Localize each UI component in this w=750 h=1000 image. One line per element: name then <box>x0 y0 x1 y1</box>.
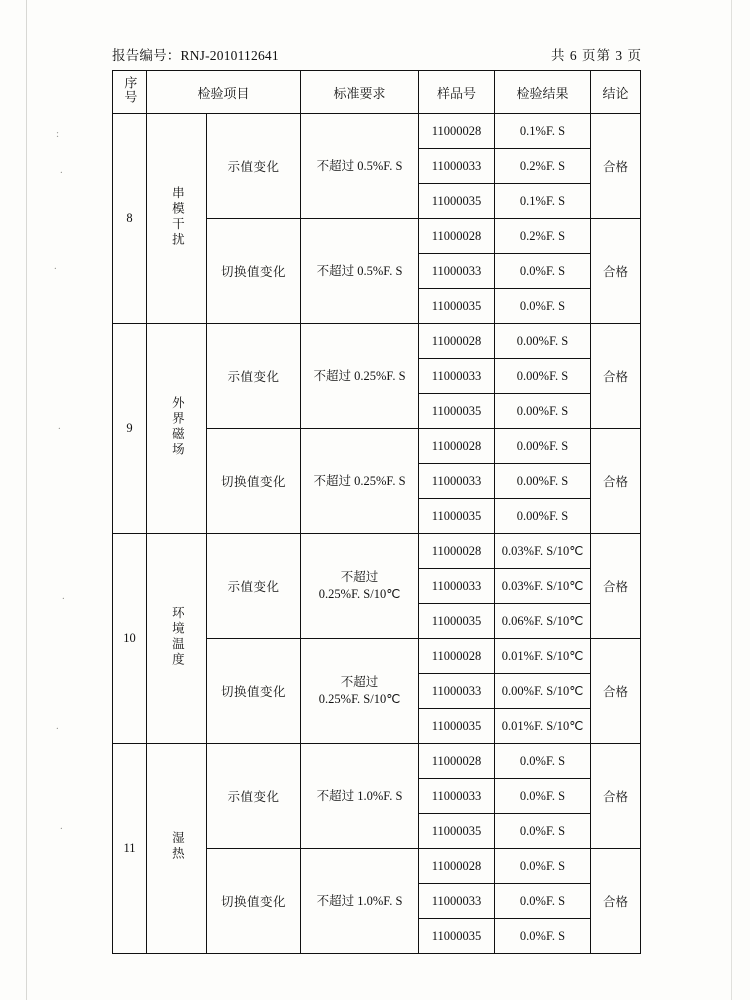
cell-test-result: 0.00%F. S <box>495 324 591 359</box>
report-number: 报告编号：RNJ-2010112641 <box>112 48 279 63</box>
cell-sample-number: 11000028 <box>419 114 495 149</box>
inspection-results-table <box>112 70 641 954</box>
cell-standard-requirement: 不超过 1.0%F. S <box>301 744 419 849</box>
cell-sample-number: 11000028 <box>419 324 495 359</box>
cell-test-item: 切换值变化 <box>207 429 301 534</box>
cell-test-item: 切换值变化 <box>207 849 301 954</box>
table-row <box>113 534 641 569</box>
cell-test-group-label: 串模干扰 <box>170 185 185 248</box>
cell-conclusion: 合格 <box>591 429 641 534</box>
cell-sample-number: 11000033 <box>419 779 495 814</box>
cell-sample-number: 11000035 <box>419 394 495 429</box>
cell-standard-requirement: 不超过 0.5%F. S <box>301 219 419 324</box>
cell-sample-number: 11000028 <box>419 639 495 674</box>
cell-sequence: 11 <box>113 744 147 954</box>
cell-test-group-label: 环境温度 <box>170 605 185 668</box>
cell-standard-requirement: 不超过 1.0%F. S <box>301 849 419 954</box>
column-header-seq <box>113 71 147 114</box>
table-header <box>113 71 641 114</box>
cell-test-result: 0.00%F. S <box>495 394 591 429</box>
cell-sample-number: 11000035 <box>419 289 495 324</box>
cell-test-group <box>147 534 207 744</box>
cell-sample-number: 11000035 <box>419 919 495 954</box>
column-header-result: 检验结果 <box>495 71 591 114</box>
cell-sample-number: 11000028 <box>419 534 495 569</box>
cell-test-group <box>147 744 207 954</box>
cell-test-result: 0.2%F. S <box>495 219 591 254</box>
column-header-item: 检验项目 <box>147 71 301 114</box>
cell-test-group-label: 湿热 <box>170 831 185 862</box>
page-edge-left <box>26 0 27 1000</box>
cell-test-item: 示值变化 <box>207 324 301 429</box>
page-number: 共 6 页第 3 页 <box>551 48 642 63</box>
cell-test-result: 0.1%F. S <box>495 184 591 219</box>
cell-test-result: 0.0%F. S <box>495 779 591 814</box>
table-body <box>113 114 641 954</box>
cell-sample-number: 11000035 <box>419 709 495 744</box>
cell-test-result: 0.0%F. S <box>495 254 591 289</box>
cell-test-item: 示值变化 <box>207 114 301 219</box>
column-header-sample: 样品号 <box>419 71 495 114</box>
cell-sample-number: 11000033 <box>419 464 495 499</box>
table-row <box>113 744 641 779</box>
cell-conclusion: 合格 <box>591 849 641 954</box>
column-header-seq-label: 序号 <box>122 76 138 104</box>
cell-sample-number: 11000035 <box>419 604 495 639</box>
cell-sample-number: 11000033 <box>419 674 495 709</box>
cell-standard-requirement: 不超过 0.25%F. S <box>301 324 419 429</box>
cell-sample-number: 11000035 <box>419 499 495 534</box>
cell-standard-requirement: 不超过 0.25%F. S <box>301 429 419 534</box>
document-header <box>112 44 642 64</box>
cell-test-result: 0.01%F. S/10℃ <box>495 709 591 744</box>
margin-speckles: : . . . . . . <box>54 128 65 832</box>
cell-test-item: 切换值变化 <box>207 219 301 324</box>
page-edge-right <box>731 0 732 1000</box>
cell-conclusion: 合格 <box>591 744 641 849</box>
cell-sample-number: 11000028 <box>419 849 495 884</box>
cell-standard-requirement: 不超过 0.25%F. S/10℃ <box>301 639 419 744</box>
cell-sample-number: 11000028 <box>419 219 495 254</box>
cell-test-item: 示值变化 <box>207 534 301 639</box>
cell-test-result: 0.1%F. S <box>495 114 591 149</box>
cell-test-group <box>147 114 207 324</box>
cell-standard-requirement: 不超过 0.5%F. S <box>301 114 419 219</box>
cell-test-result: 0.00%F. S <box>495 359 591 394</box>
cell-test-result: 0.0%F. S <box>495 289 591 324</box>
cell-sequence: 10 <box>113 534 147 744</box>
cell-sequence: 8 <box>113 114 147 324</box>
column-header-standard: 标准要求 <box>301 71 419 114</box>
cell-conclusion: 合格 <box>591 639 641 744</box>
cell-conclusion: 合格 <box>591 534 641 639</box>
cell-conclusion: 合格 <box>591 219 641 324</box>
cell-sample-number: 11000035 <box>419 814 495 849</box>
cell-sample-number: 11000033 <box>419 359 495 394</box>
cell-test-result: 0.0%F. S <box>495 884 591 919</box>
cell-test-result: 0.03%F. S/10℃ <box>495 534 591 569</box>
cell-test-result: 0.06%F. S/10℃ <box>495 604 591 639</box>
cell-sequence: 9 <box>113 324 147 534</box>
cell-sample-number: 11000033 <box>419 254 495 289</box>
cell-conclusion: 合格 <box>591 114 641 219</box>
table-row <box>113 324 641 359</box>
cell-test-result: 0.00%F. S <box>495 429 591 464</box>
cell-test-result: 0.0%F. S <box>495 919 591 954</box>
cell-sample-number: 11000033 <box>419 569 495 604</box>
cell-sample-number: 11000033 <box>419 884 495 919</box>
cell-sample-number: 11000028 <box>419 429 495 464</box>
cell-conclusion: 合格 <box>591 324 641 429</box>
cell-test-item: 示值变化 <box>207 744 301 849</box>
cell-test-result: 0.0%F. S <box>495 744 591 779</box>
cell-test-result: 0.00%F. S/10℃ <box>495 674 591 709</box>
cell-test-group-label: 外界磁场 <box>170 395 185 458</box>
cell-test-item: 切换值变化 <box>207 639 301 744</box>
cell-test-result: 0.0%F. S <box>495 814 591 849</box>
cell-standard-requirement: 不超过 0.25%F. S/10℃ <box>301 534 419 639</box>
cell-sample-number: 11000035 <box>419 184 495 219</box>
cell-test-group <box>147 324 207 534</box>
table-row <box>113 114 641 149</box>
cell-sample-number: 11000028 <box>419 744 495 779</box>
cell-test-result: 0.01%F. S/10℃ <box>495 639 591 674</box>
cell-test-result: 0.00%F. S <box>495 464 591 499</box>
cell-test-result: 0.2%F. S <box>495 149 591 184</box>
cell-test-result: 0.03%F. S/10℃ <box>495 569 591 604</box>
column-header-conclusion: 结论 <box>591 71 641 114</box>
cell-test-result: 0.00%F. S <box>495 499 591 534</box>
cell-sample-number: 11000033 <box>419 149 495 184</box>
cell-test-result: 0.0%F. S <box>495 849 591 884</box>
